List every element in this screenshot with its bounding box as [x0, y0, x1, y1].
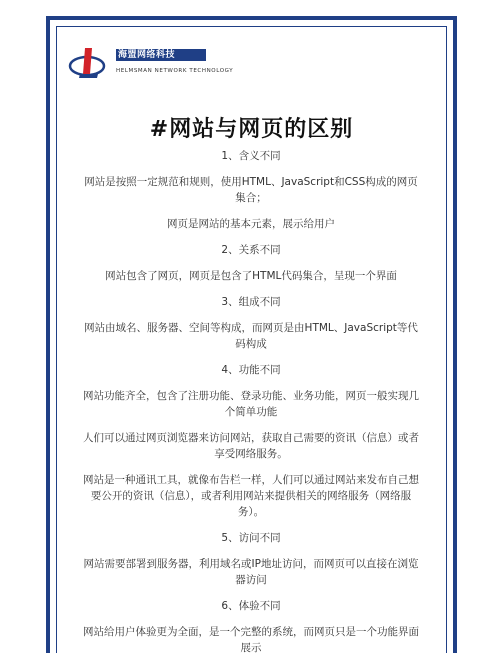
company-name-cn: 海盟网络科技	[116, 49, 206, 61]
section-paragraph: 网站由域名、服务器、空间等构成，而网页是由HTML、JavaScript等代码构成	[84, 322, 418, 350]
company-name-en: HELMSMAN NETWORK TECHNOLOGY	[116, 68, 234, 74]
section-paragraph: 网站需要部署到服务器，利用域名或IP地址访问，而网页可以直接在浏览器访问	[83, 558, 419, 586]
section-paragraph: 网站是一种通讯工具，就像布告栏一样，人们可以通过网站来发布自己想要公开的资讯（信息），或者利用网站来提供相关的网络服务（网络服务）。	[83, 474, 419, 518]
section-heading: 4、功能不同	[221, 364, 281, 376]
section-paragraph: 网站包含了网页，网页是包含了HTML代码集合，呈现一个界面	[105, 270, 397, 282]
section-heading: 5、访问不同	[221, 532, 281, 544]
section-paragraph: 网站功能齐全，包含了注册功能、登录功能、业务功能，网页一般实现几个简单功能	[83, 390, 419, 418]
section-heading: 3、组成不同	[221, 296, 281, 308]
section-paragraph: 网站是按照一定规范和规则，使用HTML、JavaScript和CSS构成的网页集合；	[84, 176, 418, 204]
section-paragraph: 网页是网站的基本元素，展示给用户	[167, 218, 335, 230]
section-paragraph: 人们可以通过网页浏览器来访问网站，获取自己需要的资讯（信息）或者享受网络服务。	[83, 432, 419, 460]
section-heading: 1、含义不同	[221, 150, 281, 162]
section-paragraph: 网站给用户体验更为全面，是一个完整的系统，而网页只是一个功能界面展示	[83, 626, 419, 653]
section-heading: 6、体验不同	[221, 600, 281, 612]
section-heading: 2、关系不同	[221, 244, 281, 256]
page-title: #网站与网页的区别	[149, 117, 354, 142]
article-body	[80, 148, 422, 653]
company-logo	[68, 44, 234, 84]
helmsman-logo-icon	[68, 44, 106, 82]
